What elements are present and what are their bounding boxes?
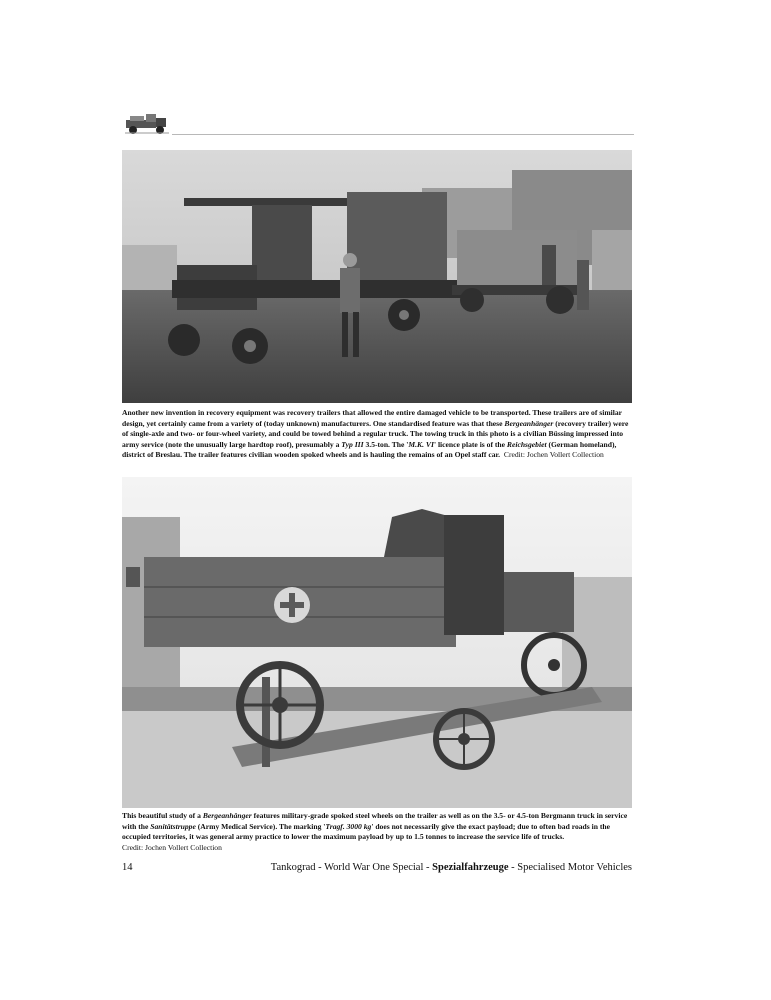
- caption-term: Bergeanhänger: [504, 418, 554, 428]
- caption-text: ' does not necessarily give the exact payload; due to often bad roads in the occupied territories, it was general army practice to lower the maximum payload by up to 1.5 tonnes to increase the service life of trucks.: [122, 821, 610, 842]
- caption-term: Tragf. 3000 kg: [325, 821, 372, 831]
- caption-text: 3.5-ton. The ': [363, 439, 409, 449]
- photo-credit: Credit: Jochen Vollert Collection: [122, 842, 222, 852]
- vintage-truck-icon: [124, 106, 170, 136]
- page-number: 14: [122, 862, 133, 873]
- caption-text: (Army Medical Service). The marking ': [195, 821, 326, 831]
- photo-recovery-trailer-buessing: [122, 150, 632, 403]
- photo-caption: [122, 408, 634, 461]
- caption-term: Typ III: [341, 439, 364, 449]
- running-title: [271, 861, 632, 874]
- caption-term: Reichsgebiet: [506, 439, 547, 449]
- caption-text: Another new invention in recovery equipment was recovery trailers that allowed the entire damaged vehicle to be transported. These trailers are of similar design, yet certainly came from a variety of (today unknown) manufacturers. One standardised feature was that these: [122, 408, 622, 428]
- caption-term: M.K. VI: [408, 439, 434, 449]
- caption-text: features military-grade spoked steel wheels on the trailer as well as on the 3.5- or 4.5-ton Bergmann truck in service with the: [122, 811, 628, 831]
- caption-text: ' licence plate is of the: [433, 439, 507, 449]
- caption-text: (recovery trailer) were of single-axle and two- or four-wheel variety, and could be towed behind a regular truck. The towing truck in this photo is a civilian Büssing impressed into army service (note the unusually large hardtop roof), presumably a: [122, 418, 629, 449]
- photo-bergmann-truck-trailer: [122, 477, 632, 808]
- caption-term: Sanitätstruppe: [150, 821, 196, 831]
- running-title-part: Tankograd - World War One Special -: [270, 862, 433, 873]
- caption-term: Bergeanhänger: [202, 811, 252, 820]
- caption-text: (German homeland), district of Breslau. The trailer features civilian wooden spoked wheels and is hauling the remains of an Opel staff car.: [122, 439, 617, 460]
- caption-text: This beautiful study of a: [122, 811, 203, 820]
- running-title-highlight: Spezialfahrzeuge: [432, 862, 509, 873]
- header-rule: [172, 134, 634, 135]
- photo-credit: Credit: Jochen Vollert Collection: [503, 450, 604, 460]
- running-title-part: - Specialised Motor Vehicles: [508, 862, 632, 873]
- photo-caption: [122, 811, 634, 853]
